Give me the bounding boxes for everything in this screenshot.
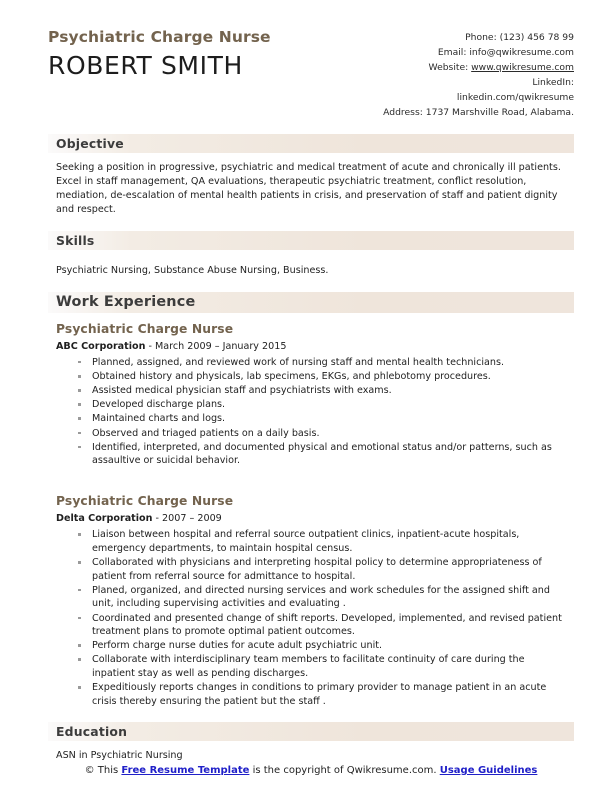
bullet-item: Identified, interpreted, and documented physical and emotional status and/or patterns, such as assaultive or suicidal behavior. [78,441,566,468]
address-value: 1737 Marshville Road, Alabama. [425,106,574,118]
usage-guidelines-link[interactable]: Usage Guidelines [439,765,538,776]
email-label: Email: [437,46,470,58]
section-title-skills: Skills [56,233,95,249]
contact-address [383,106,574,121]
work-entry-1-company: ABC Corporation [56,340,146,352]
section-header-objective [48,134,574,153]
bullet-item: Developed discharge plans. [78,398,566,412]
work-entry-2-bullets [56,528,566,708]
work-entry-2-role: Psychiatric Charge Nurse [56,494,234,509]
contact-linkedin-value: linkedin.com/qwikresume [456,91,574,103]
work-entry-1-meta [56,341,566,352]
candidate-name: ROBERT SMITH [48,51,243,81]
footer-middle: is the copyright of Qwikresume.com. [249,765,440,776]
bullet-item: Planned, assigned, and reviewed work of nursing staff and mental health technicians. [78,356,566,370]
website-label: Website: [428,61,472,73]
section-title-objective: Objective [56,136,124,152]
bullet-item: Assisted medical physician staff and psychiatrists with exams. [78,384,566,398]
bullet-item: Liaison between hospital and referral source outpatient clinics, inpatient-acute hospitals, emergency departments, to maintain hospital census. [78,528,566,555]
email-value: info@qwikresume.com [469,46,574,58]
header-job-title: Psychiatric Charge Nurse [48,28,271,46]
bullet-item: Perform charge nurse duties for acute adult psychiatric unit. [78,639,566,653]
copyright-symbol: © [84,765,95,776]
section-header-work-experience [48,292,574,313]
phone-value: (123) 456 78 99 [499,32,574,43]
contact-email [383,46,574,61]
contact-phone [383,31,574,46]
skills-text: Psychiatric Nursing, Substance Abuse Nursing, Business. [56,265,329,277]
bullet-item: Observed and triaged patients on a daily basis. [78,427,566,441]
bullet-item: Expeditiously reports changes in conditions to primary provider to manage patient in an acute crisis thereby ensuring the patient but the staff . [78,681,566,708]
section-header-education [48,722,574,741]
website-link[interactable]: www.qwikresume.com [471,61,574,73]
free-resume-template-link[interactable]: Free Resume Template [121,765,250,776]
bullet-item: Obtained history and physicals, lab specimens, EKGs, and phlebotomy procedures. [78,370,566,384]
address-label: Address: [383,106,426,118]
footer-prefix: This [94,765,122,776]
work-entry-1-role: Psychiatric Charge Nurse [56,321,234,336]
bullet-item: Coordinated and presented change of shift reports. Developed, implemented, and revised patient treatment plans to promote optimal patient outcomes. [78,612,566,639]
section-title-work-experience: Work Experience [56,294,196,311]
phone-label: Phone: [465,32,500,43]
bullet-item: Collaborate with interdisciplinary team members to facilitate continuity of care during the inpatient stay as well as pending discharges. [78,653,566,680]
footer-copyright [48,763,574,778]
objective-text: Seeking a position in progressive, psychiatric and medical treatment of acute and chronically ill patients. Excel in staff management, QA evaluations, therapeutic psychiatric treatment, conflict resolution, mediation, de-escalation of mental health patients in crisis, and preservation of staff and patient dignity and respect. [56,162,561,216]
header-identity [48,26,271,79]
contact-linkedin-label: LinkedIn: [532,76,574,88]
work-entry-2-company: Delta Corporation [56,513,153,525]
work-entry-2 [48,468,574,708]
bullet-item: Maintained charts and logs. [78,412,566,426]
work-entry-1 [48,313,574,468]
work-entry-1-bullets [56,356,566,468]
bullet-item: Planed, organized, and directed nursing services and work schedules for the assigned shift and unit, including supervising activities and evaluating . [78,584,566,611]
work-entry-2-meta [56,513,566,524]
section-title-education: Education [56,724,128,740]
work-entry-1-dates: - March 2009 – January 2015 [145,340,287,352]
education-text: ASN in Psychiatric Nursing [56,750,183,762]
bullet-item: Collaborated with physicians and interpreting hospital policy to determine appropriateness of patient from referral source for admittance to hospital. [78,556,566,583]
work-entry-2-dates: - 2007 – 2009 [152,513,222,525]
resume-header [48,26,574,120]
contact-block [383,26,574,120]
contact-website [383,61,574,76]
section-header-skills [48,231,574,250]
